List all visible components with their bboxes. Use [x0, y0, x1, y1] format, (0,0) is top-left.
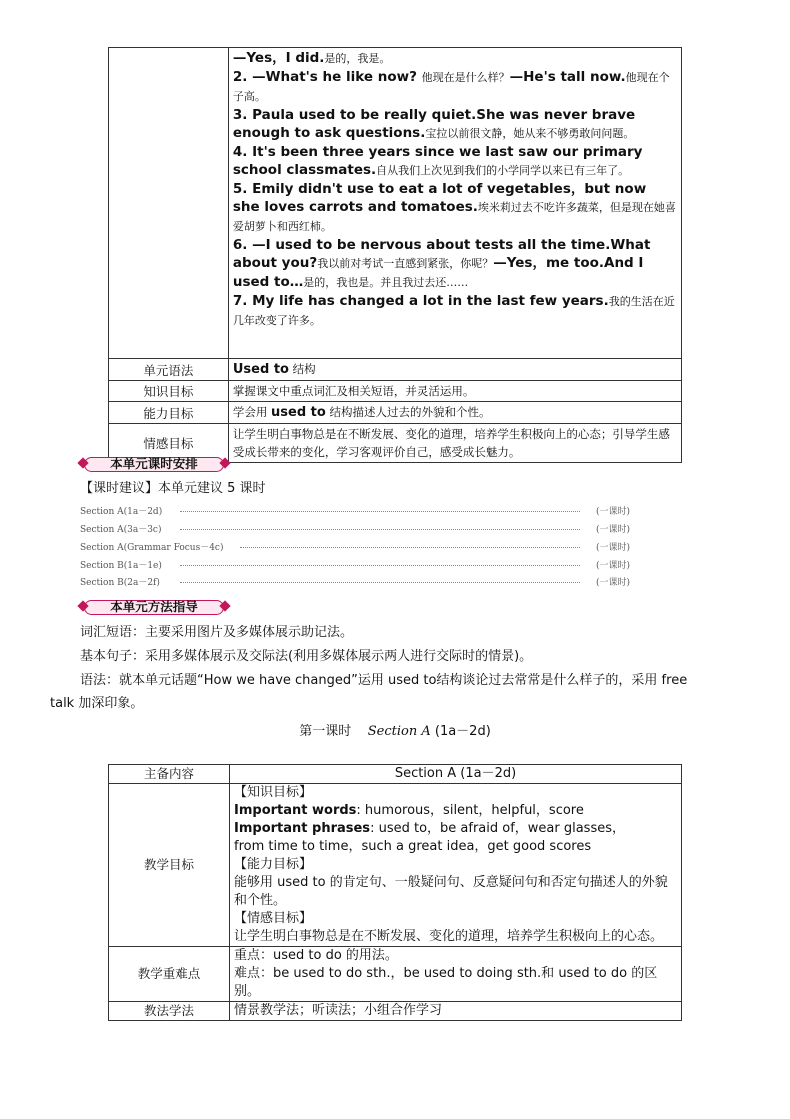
table-row [109, 381, 682, 402]
lesson-title [0, 720, 790, 739]
value-text: 结构描述人过去的外貌和个性。 [325, 405, 491, 419]
table-row [109, 359, 682, 381]
lesson-section: Section A [367, 724, 431, 739]
schedule-section: Section A(3a－3c) [80, 525, 162, 535]
schedule-section: Section B(1a－1e) [80, 561, 162, 571]
key-point: 重点：used to do 的用法。 [234, 948, 398, 963]
key-sentences-cell [228, 48, 681, 359]
sentence-en: 2. —What's he like now? [232, 69, 422, 85]
row-label: 能力目标 [109, 402, 229, 424]
schedule-row [80, 506, 630, 518]
sentence-zh: 他现在个子高。 [232, 71, 670, 103]
schedule-row [80, 577, 630, 589]
sentence-en: —Yes，me too.And I used to… [232, 255, 644, 290]
table-row [109, 1002, 682, 1021]
schedule-banner [76, 456, 232, 472]
schedule-row [80, 542, 630, 554]
row-value: Section A (1a－2d) [230, 765, 682, 784]
sentence-en: 6. —I used to be nervous about tests all the time.What about you? [232, 237, 651, 271]
schedule-section: Section A(1a－2d) [80, 507, 163, 517]
row-label: 单元语法 [109, 359, 229, 381]
grammar-en: Used to [232, 362, 289, 377]
method-grammar: 语法：就本单元话题“How we have changed”运用 used to结构谈论过去常常是什么样子的，采用 free [80, 673, 688, 688]
method-vocab: 词汇短语：主要采用图片及多媒体展示助记法。 [80, 625, 354, 640]
sentence-7 [233, 292, 677, 330]
unit-overview-table [108, 47, 682, 463]
table-row [109, 784, 682, 947]
grammar-zh: 结构 [288, 362, 316, 376]
sentence-4 [233, 143, 677, 180]
sentence-en: —He's tall now. [509, 69, 626, 85]
method-sentence: 基本句子：采用多媒体展示及交际法(利用多媒体展示两人进行交际时的情景)。 [80, 649, 533, 664]
words-label: Important words [234, 803, 357, 818]
method-grammar-cont: talk 加深印象。 [50, 696, 144, 711]
schedule-section: Section B(2a－2f) [80, 578, 160, 588]
sentence-en: 3. Paula used to be really quiet.She was never brave enough to ask questions. [232, 107, 636, 141]
leader-dots [180, 565, 580, 566]
lesson-plan-table [108, 764, 682, 1021]
table-row [109, 947, 682, 1002]
row-label: 教法学法 [109, 1002, 230, 1021]
schedule-hours: (一课时) [595, 543, 630, 553]
ability-heading: 【能力目标】 [234, 857, 313, 872]
schedule-hours: (一课时) [595, 525, 630, 535]
sentence-2 [233, 68, 677, 106]
row-value: 让学生明白事物总是在不断发展、变化的道理，培养学生积极向上的心态；引导学生感受成长带来的变化，学习客观评价自己，感受成长魅力。 [228, 424, 681, 463]
row-value [228, 359, 681, 381]
emotion-text: 让学生明白事物总是在不断发展、变化的道理，培养学生积极向上的心态。 [234, 929, 664, 944]
schedule-row [80, 524, 630, 536]
leader-dots [180, 582, 580, 583]
lesson-range: (1a－2d) [434, 724, 491, 739]
key-points-cell [230, 947, 682, 1002]
important-phrases [234, 820, 677, 838]
leader-dots [180, 529, 580, 530]
banner-title: 本单元课时安排 [110, 456, 198, 471]
row-value [228, 402, 681, 424]
empty-label-cell [109, 48, 229, 359]
schedule-hours: (一课时) [595, 507, 630, 517]
sentence-zh: 宝拉以前很文静，她从来不够勇敢问问题。 [425, 127, 635, 140]
row-label: 教学目标 [109, 784, 230, 947]
phrases-label: Important phrases [234, 821, 371, 836]
difficult-point: 难点：be used to do sth.，be used to doing sth.和 used to do 的区别。 [234, 966, 658, 999]
schedule-hours: (一课时) [595, 561, 630, 571]
sentence-1 [233, 49, 677, 68]
leader-dots [180, 511, 580, 512]
sentence-5 [233, 180, 677, 236]
row-label: 主备内容 [109, 765, 230, 784]
sentence-zh: 埃米莉过去不吃许多蔬菜，但是现在她喜爱胡萝卜和西红柿。 [232, 201, 676, 233]
hour-suggestion: 【课时建议】本单元建议 5 课时 [80, 481, 266, 496]
emotion-heading: 【情感目标】 [234, 911, 313, 926]
row-value: 掌握课文中重点词汇及相关短语，并灵活运用。 [228, 381, 681, 402]
row-label: 知识目标 [109, 381, 229, 402]
sentence-zh: 是的，我也是。并且我过去还…… [303, 276, 469, 289]
ability-text: 能够用 used to 的肯定句、一般疑问句、反意疑问句和否定句描述人的外貌和个性。 [234, 875, 668, 908]
lesson-number: 第一课时 [299, 724, 352, 739]
sentence-zh: 我以前对考试一直感到紧张，你呢？ [317, 257, 494, 270]
row-label: 情感目标 [109, 424, 229, 463]
sentence-en: 5. Emily didn't use to eat a lot of vegetables，but now she loves carrots and tomatoes. [232, 181, 647, 215]
row-label: 教学重难点 [109, 947, 230, 1002]
row-value: 情景教学法；听读法；小组合作学习 [230, 1002, 682, 1021]
phrases-list-cont: from time to time，such a great idea，get good scores [234, 839, 592, 854]
value-en: used to [271, 405, 326, 420]
important-words [234, 802, 677, 820]
table-row [109, 48, 682, 359]
sentence-zh: 是的，我是。 [324, 52, 391, 65]
schedule-section: Section A(Grammar Focus－4c) [80, 543, 224, 553]
banner-title: 本单元方法指导 [110, 599, 198, 614]
sentence-zh: 我的生活在近几年改变了许多。 [232, 295, 675, 327]
sentence-zh: 他现在是什么样？ [421, 71, 510, 84]
value-text: 学会用 [232, 405, 272, 419]
words-list: : humorous，silent，helpful，score [356, 803, 584, 818]
sentence-zh: 自从我们上次见到我们的小学同学以来已有三年了。 [376, 164, 630, 177]
sentence-en: —Yes，I did. [232, 50, 325, 66]
phrases-list: : used to，be afraid of，wear glasses， [370, 821, 626, 836]
knowledge-heading: 【知识目标】 [234, 785, 313, 800]
leader-dots [240, 547, 580, 548]
methods-banner [76, 599, 232, 615]
schedule-hours: (一课时) [595, 578, 630, 588]
sentence-3 [233, 106, 677, 143]
sentence-en: 4. It's been three years since we last saw our primary school classmates. [232, 144, 643, 178]
sentence-6 [233, 236, 677, 292]
table-row [109, 765, 682, 784]
goals-cell [230, 784, 682, 947]
sentence-en: 7. My life has changed a lot in the last few years. [232, 293, 609, 309]
schedule-row [80, 560, 630, 572]
table-row [109, 402, 682, 424]
